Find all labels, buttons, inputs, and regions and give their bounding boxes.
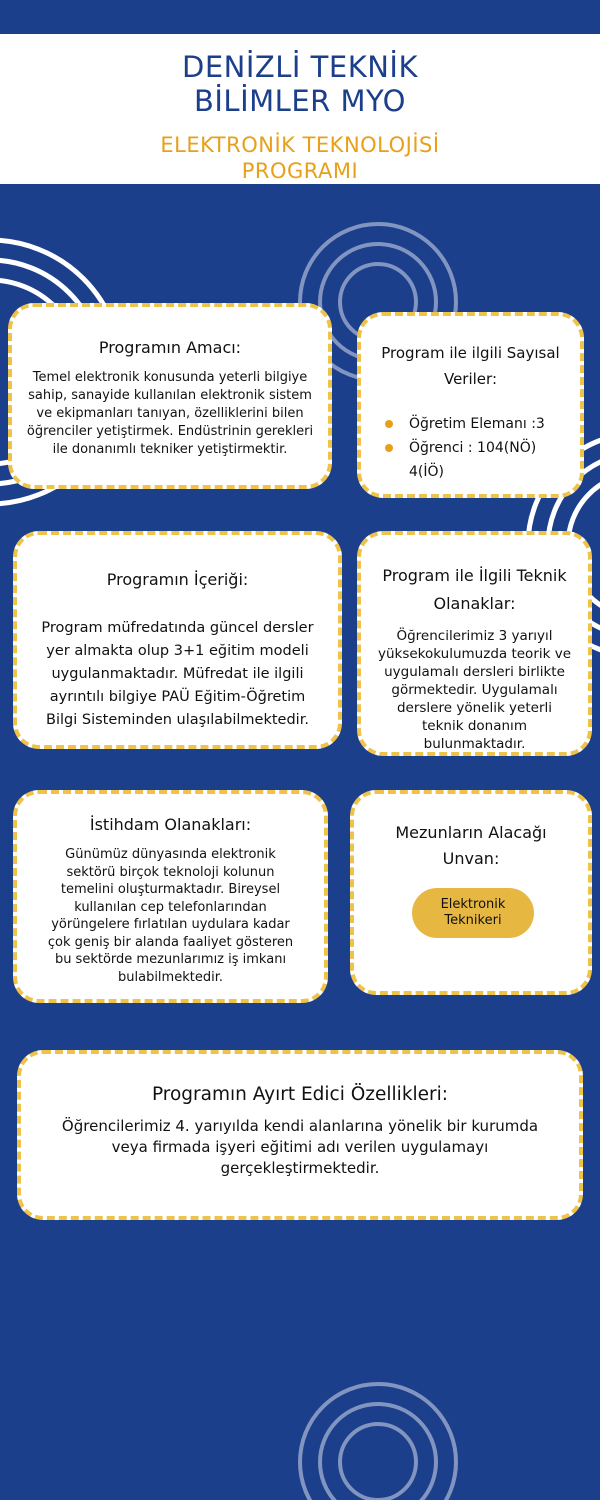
card-program-icerigi (13, 531, 342, 749)
card-body (12, 369, 328, 459)
body-line: yer almakta olup 3+1 eğitim modeli (46, 643, 309, 659)
body-line: sahip, sanayide kullanılan elektronik sistem (28, 388, 312, 403)
body-line: öğrenciler yetiştirmek. Endüstrinin gerekleri (26, 424, 314, 439)
header-subtitle-line1: ELEKTRONİK TEKNOLOJİSİ (160, 133, 440, 157)
stats-list (385, 412, 574, 480)
body-line: veya firmada işyeri eğitimi adı verilen uygulamayı (111, 1138, 489, 1156)
list-item-text: Öğretim Elemanı :3 (409, 416, 545, 432)
card-program-amaci (8, 303, 332, 489)
card-title: Programın Amacı: (98, 338, 242, 357)
body-line: derslere yönelik yeterli (396, 700, 553, 716)
badge-line: Teknikeri (444, 913, 502, 928)
body-line: çok geniş bir alanda faaliyet gösteren (47, 934, 294, 950)
header-subtitle-line2: PROGRAMI (241, 159, 359, 183)
list-item-text: Öğrenci : 104(NÖ) 4(İÖ) (409, 440, 537, 480)
card-title-line1: Program ile İlgili Teknik (382, 566, 567, 585)
body-line: görmektedir. Uygulamalı (391, 682, 558, 698)
body-line: temelini oluşturmaktadır. Bireysel (60, 882, 281, 897)
card-body (361, 627, 588, 753)
card-title-line2: Veriler: (443, 370, 497, 388)
card-title-line2: Unvan: (442, 849, 500, 868)
card-sayisal-veriler (357, 312, 584, 498)
card-ayirt-edici (17, 1050, 583, 1220)
card-title-line2: Olanaklar: (433, 594, 516, 613)
body-line: ve ekipmanları tanıyan, özelliklerini bilen (36, 406, 304, 421)
card-mezun-unvan (350, 790, 592, 995)
body-line: uygulanmaktadır. Müfredat ile ilgili (51, 666, 304, 682)
body-line: bulunmaktadır. (423, 736, 526, 752)
body-line: sektörü birçok teknoloji kolunun (66, 864, 275, 880)
card-title: İstihdam Olanakları: (89, 815, 252, 834)
body-line: Öğrencilerimiz 4. yarıyılda kendi alanlarına yönelik bir kurumda (61, 1117, 539, 1135)
card-body (21, 1116, 579, 1179)
header (0, 34, 600, 184)
body-line: teknik donanım (422, 718, 527, 734)
body-line: Temel elektronik konusunda yeterli bilgiye (32, 370, 308, 385)
card-title: Programın Ayırt Edici Özellikleri: (151, 1084, 449, 1105)
header-title-line1: DENİZLİ TEKNİK (181, 50, 418, 84)
bullet-icon (385, 420, 393, 428)
body-line: Program müfredatında güncel dersler (41, 620, 314, 636)
body-line: kullanılan cep telefonlarından (74, 899, 267, 915)
top-band (0, 0, 600, 34)
header-title-line2: BİLİMLER MYO (193, 84, 406, 118)
body-line: ayrıntılı bilgiye PAÜ Eğitim-Öğretim (49, 689, 306, 705)
body-line: gerçekleştirmektedir. (220, 1159, 380, 1177)
card-title: Programın İçeriği: (106, 570, 249, 589)
card-title-line1: Program ile ilgili Sayısal (381, 344, 560, 362)
card-teknik-olanaklar (357, 531, 592, 756)
body-line: yörüngelere fırlatılan uydulara kadar (51, 917, 290, 932)
body-line: Bilgi Sisteminden ulaşılabilmektedir. (46, 712, 309, 728)
badge-line: Elektronik (440, 897, 506, 912)
card-body (17, 846, 324, 986)
body-line: Günümüz dünyasında elektronik (65, 847, 276, 862)
body-line: uygulamalı dersleri birlikte (384, 664, 565, 680)
bullet-icon (385, 444, 393, 452)
body-line: ile donanımlı tekniker yetiştirmektir. (52, 442, 288, 457)
body-line: bulabilmektedir. (118, 969, 223, 985)
list-item (385, 412, 574, 436)
body-line: Öğrencilerimiz 3 yarıyıl (396, 628, 553, 644)
card-istihdam-olanaklari (13, 790, 328, 1003)
body-line: bu sektörde mezunlarımız iş imkanı (54, 952, 287, 967)
card-title-line1: Mezunların Alacağı (395, 823, 547, 842)
list-item (385, 436, 574, 480)
body-line: yüksekokulumuzda teorik ve (377, 646, 572, 662)
unvan-badge (412, 888, 534, 938)
card-body (17, 617, 338, 732)
